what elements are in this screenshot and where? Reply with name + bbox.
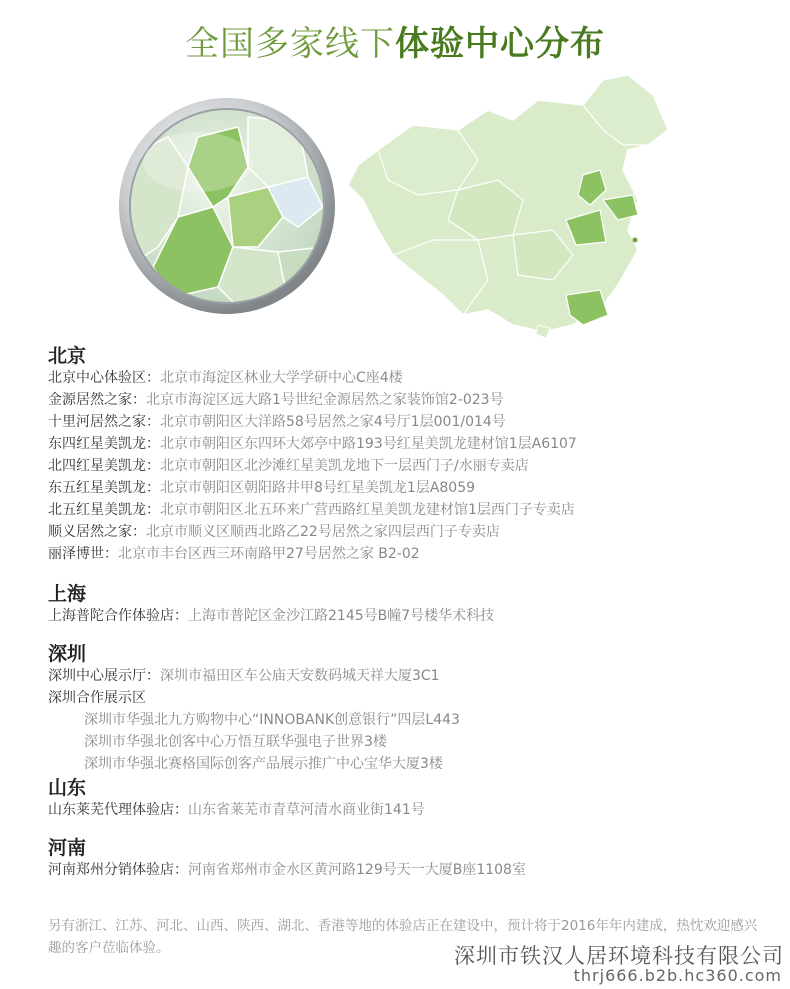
list-item: 北五红星美凯龙：北京市朝阳区北五环来广营西路红星美凯龙建材馆1层西门子专卖店	[48, 502, 575, 518]
china-map	[338, 70, 673, 340]
list-item: 深圳合作展示区	[48, 690, 146, 706]
region-heading: 深圳	[48, 643, 87, 665]
page-title	[0, 16, 790, 65]
region-heading: 北京	[48, 345, 87, 367]
list-item: 山东莱芜代理体验店：山东省莱芜市青草河清水商业街141号	[48, 802, 425, 818]
list-item: 金源居然之家：北京市海淀区远大路1号世纪金源居然之家装饰馆2-023号	[48, 392, 504, 408]
sub-list-item: 深圳市华强北九方购物中心“INNOBANK创意银行”四层L443	[84, 712, 460, 728]
list-item: 深圳中心展示厅：深圳市福田区车公庙天安数码城天祥大厦3C1	[48, 668, 440, 684]
list-item: 东四红星美凯龙：北京市朝阳区东四环大郊亭中路193号红星美凯龙建材馆1层A6107	[48, 436, 577, 452]
list-item: 顺义居然之家：北京市顺义区顺西北路乙22号居然之家四层西门子专卖店	[48, 524, 500, 540]
sub-list-item: 深圳市华强北创客中心万悟互联华强电子世界3楼	[84, 734, 387, 750]
list-item: 北京中心体验区：北京市海淀区林业大学学研中心C座4楼	[48, 370, 403, 386]
watermark-url: thrj666.b2b.hc360.com	[573, 966, 782, 985]
list-item: 北四红星美凯龙：北京市朝阳区北沙滩红星美凯龙地下一层西门子/水丽专卖店	[48, 458, 529, 474]
magnifier-lens-illustration	[118, 97, 336, 315]
store-list	[48, 345, 768, 881]
construction-note: 另有浙江、江苏、河北、山西、陕西、湖北、香港等地的体验店正在建设中，预计将于2016年年内建成，热忱欢迎感兴趣的客户莅临体验。	[48, 918, 758, 956]
list-item: 河南郑州分销体验店：河南省郑州市金水区黄河路129号天一大厦B座1108室	[48, 862, 526, 878]
list-item: 丽泽博世：北京市丰台区西三环南路甲27号居然之家 B2-02	[48, 546, 420, 562]
list-item: 十里河居然之家：北京市朝阳区大洋路58号居然之家4号厅1层001/014号	[48, 414, 506, 430]
list-item: 东五红星美凯龙：北京市朝阳区朝阳路井甲8号红星美凯龙1层A8059	[48, 480, 476, 496]
sub-list-item: 深圳市华强北赛格国际创客产品展示推广中心宝华大厦3楼	[84, 756, 443, 772]
title-light: 全国多家线下	[185, 24, 395, 64]
region-heading: 河南	[48, 837, 87, 859]
list-item: 上海普陀合作体验店：上海市普陀区金沙江路2145号B幢7号楼华术科技	[48, 608, 495, 624]
watermark-company: 深圳市铁汉人居环境科技有限公司	[454, 944, 784, 968]
region-heading: 上海	[48, 583, 87, 605]
region-heading: 山东	[48, 777, 87, 799]
title-bold: 体验中心分布	[395, 24, 605, 64]
